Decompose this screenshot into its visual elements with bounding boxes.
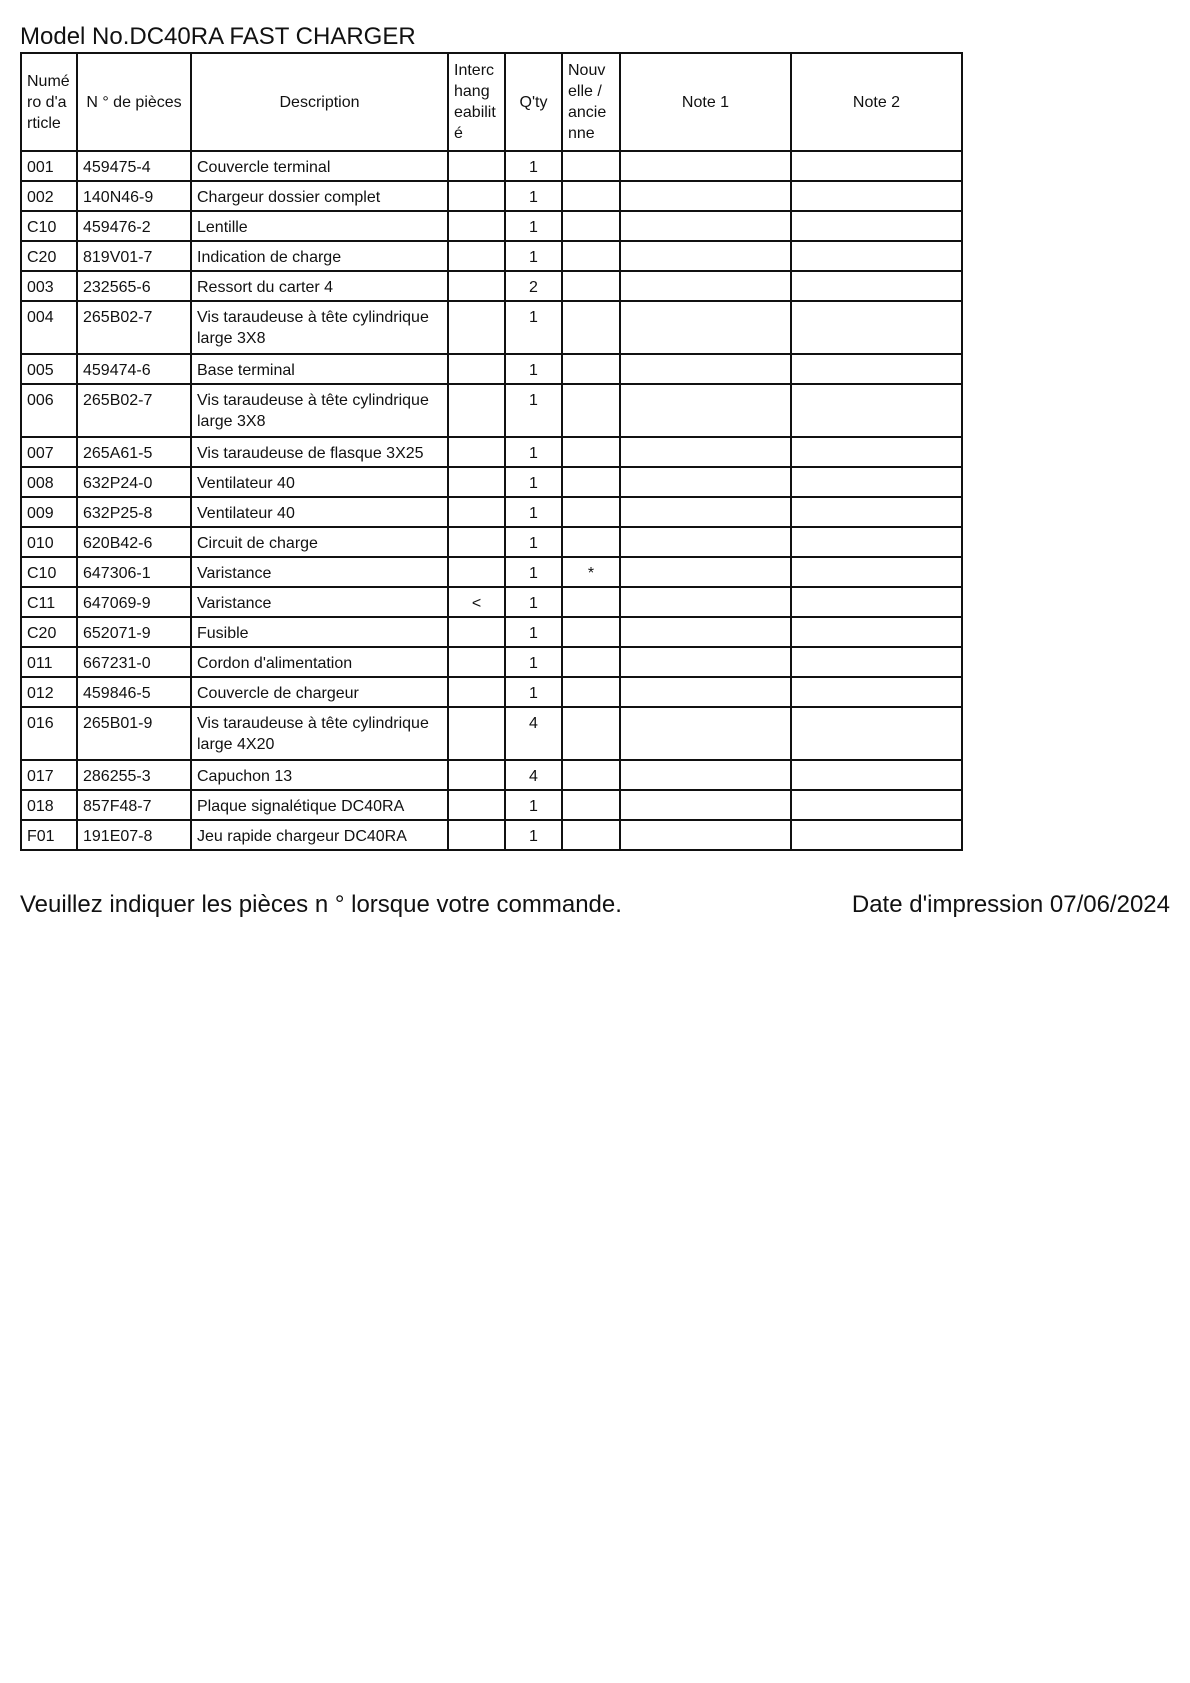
cell-qty: 1 (505, 617, 562, 647)
cell-new-old (562, 647, 620, 677)
cell-desc: Vis taraudeuse de flasque 3X25 (191, 437, 448, 467)
cell-desc: Base terminal (191, 354, 448, 384)
cell-new-old (562, 820, 620, 850)
cell-note1 (620, 677, 791, 707)
cell-item: 018 (21, 790, 77, 820)
header-note1: Note 1 (620, 53, 791, 151)
cell-item: 005 (21, 354, 77, 384)
cell-desc: Indication de charge (191, 241, 448, 271)
cell-item: 006 (21, 384, 77, 437)
header-description: Description (191, 53, 448, 151)
cell-desc: Vis taraudeuse à tête cylindrique large 3X8 (191, 384, 448, 437)
page-title: Model No.DC40RA FAST CHARGER (20, 23, 416, 50)
cell-inter (448, 557, 505, 587)
cell-part: 286255-3 (77, 760, 191, 790)
cell-desc: Fusible (191, 617, 448, 647)
cell-qty: 2 (505, 271, 562, 301)
cell-note2 (791, 301, 962, 354)
cell-part: 265A61-5 (77, 437, 191, 467)
cell-inter (448, 497, 505, 527)
cell-part: 632P24-0 (77, 467, 191, 497)
cell-note2 (791, 527, 962, 557)
cell-inter (448, 384, 505, 437)
cell-inter (448, 647, 505, 677)
cell-new-old (562, 760, 620, 790)
cell-qty: 1 (505, 790, 562, 820)
header-qty: Q'ty (505, 53, 562, 151)
cell-qty: 1 (505, 527, 562, 557)
cell-note2 (791, 790, 962, 820)
cell-qty: 1 (505, 151, 562, 181)
table-row (21, 647, 962, 677)
cell-desc: Varistance (191, 587, 448, 617)
cell-item: 016 (21, 707, 77, 760)
cell-note2 (791, 151, 962, 181)
cell-qty: 1 (505, 181, 562, 211)
table-row (21, 241, 962, 271)
cell-desc: Chargeur dossier complet (191, 181, 448, 211)
cell-inter (448, 467, 505, 497)
cell-item: 012 (21, 677, 77, 707)
cell-qty: 1 (505, 241, 562, 271)
cell-new-old (562, 271, 620, 301)
cell-new-old (562, 527, 620, 557)
table-row (21, 790, 962, 820)
cell-note1 (620, 354, 791, 384)
table-row (21, 354, 962, 384)
header-note2: Note 2 (791, 53, 962, 151)
cell-note2 (791, 241, 962, 271)
header-interchangeability: Interc hang eabilit é (448, 53, 505, 151)
cell-qty: 1 (505, 557, 562, 587)
cell-item: 008 (21, 467, 77, 497)
cell-qty: 1 (505, 820, 562, 850)
cell-note2 (791, 760, 962, 790)
cell-part: 459846-5 (77, 677, 191, 707)
cell-new-old: * (562, 557, 620, 587)
cell-note1 (620, 151, 791, 181)
parts-table-body (21, 151, 962, 850)
cell-new-old (562, 587, 620, 617)
cell-note2 (791, 820, 962, 850)
cell-inter (448, 707, 505, 760)
cell-part: 857F48-7 (77, 790, 191, 820)
cell-new-old (562, 617, 620, 647)
cell-item: 017 (21, 760, 77, 790)
cell-part: 667231-0 (77, 647, 191, 677)
cell-note1 (620, 271, 791, 301)
cell-part: 459475-4 (77, 151, 191, 181)
cell-new-old (562, 241, 620, 271)
cell-inter (448, 271, 505, 301)
cell-qty: 1 (505, 467, 562, 497)
cell-item: 009 (21, 497, 77, 527)
cell-note2 (791, 707, 962, 760)
cell-qty: 1 (505, 497, 562, 527)
cell-desc: Plaque signalétique DC40RA (191, 790, 448, 820)
cell-part: 459474-6 (77, 354, 191, 384)
cell-inter (448, 181, 505, 211)
cell-desc: Varistance (191, 557, 448, 587)
cell-new-old (562, 211, 620, 241)
cell-desc: Couvercle terminal (191, 151, 448, 181)
cell-note1 (620, 437, 791, 467)
cell-inter (448, 211, 505, 241)
cell-desc: Ventilateur 40 (191, 497, 448, 527)
cell-qty: 1 (505, 384, 562, 437)
cell-qty: 1 (505, 301, 562, 354)
cell-note1 (620, 647, 791, 677)
cell-desc: Capuchon 13 (191, 760, 448, 790)
cell-note2 (791, 437, 962, 467)
cell-part: 265B01-9 (77, 707, 191, 760)
cell-qty: 1 (505, 647, 562, 677)
cell-part: 191E07-8 (77, 820, 191, 850)
cell-note2 (791, 211, 962, 241)
cell-inter (448, 241, 505, 271)
table-row (21, 760, 962, 790)
cell-item: 011 (21, 647, 77, 677)
cell-new-old (562, 384, 620, 437)
table-row (21, 437, 962, 467)
cell-note2 (791, 587, 962, 617)
cell-part: 647306-1 (77, 557, 191, 587)
table-row (21, 617, 962, 647)
cell-note2 (791, 354, 962, 384)
cell-new-old (562, 151, 620, 181)
cell-note2 (791, 557, 962, 587)
cell-note2 (791, 677, 962, 707)
cell-new-old (562, 790, 620, 820)
cell-qty: 1 (505, 211, 562, 241)
cell-note2 (791, 384, 962, 437)
cell-new-old (562, 181, 620, 211)
cell-note1 (620, 211, 791, 241)
cell-note1 (620, 707, 791, 760)
cell-note2 (791, 181, 962, 211)
cell-new-old (562, 707, 620, 760)
footer-print-date: Date d'impression 07/06/2024 (851, 891, 1170, 918)
table-row (21, 557, 962, 587)
cell-note1 (620, 760, 791, 790)
cell-qty: 1 (505, 587, 562, 617)
cell-inter (448, 790, 505, 820)
cell-note1 (620, 241, 791, 271)
table-row (21, 497, 962, 527)
cell-note2 (791, 467, 962, 497)
cell-desc: Jeu rapide chargeur DC40RA (191, 820, 448, 850)
cell-item: F01 (21, 820, 77, 850)
table-row (21, 707, 962, 760)
header-part-no: N ° de pièces (77, 53, 191, 151)
cell-new-old (562, 467, 620, 497)
cell-qty: 4 (505, 707, 562, 760)
cell-part: 265B02-7 (77, 384, 191, 437)
cell-item: 007 (21, 437, 77, 467)
cell-desc: Lentille (191, 211, 448, 241)
cell-desc: Circuit de charge (191, 527, 448, 557)
cell-note1 (620, 820, 791, 850)
cell-item: 003 (21, 271, 77, 301)
table-row (21, 820, 962, 850)
cell-part: 632P25-8 (77, 497, 191, 527)
cell-note1 (620, 497, 791, 527)
cell-item: C10 (21, 211, 77, 241)
cell-note1 (620, 557, 791, 587)
table-row (21, 677, 962, 707)
cell-item: C11 (21, 587, 77, 617)
cell-note2 (791, 271, 962, 301)
header-item-no: Numé ro d'a rticle (21, 53, 77, 151)
cell-desc: Vis taraudeuse à tête cylindrique large 4X20 (191, 707, 448, 760)
cell-inter (448, 301, 505, 354)
cell-part: 647069-9 (77, 587, 191, 617)
cell-inter (448, 677, 505, 707)
cell-new-old (562, 437, 620, 467)
cell-note1 (620, 181, 791, 211)
cell-note2 (791, 617, 962, 647)
table-row (21, 587, 962, 617)
cell-inter (448, 617, 505, 647)
cell-new-old (562, 301, 620, 354)
cell-item: C10 (21, 557, 77, 587)
cell-item: C20 (21, 241, 77, 271)
table-row (21, 467, 962, 497)
cell-note1 (620, 467, 791, 497)
table-row (21, 384, 962, 437)
cell-inter: < (448, 587, 505, 617)
cell-item: 001 (21, 151, 77, 181)
table-row (21, 211, 962, 241)
cell-note1 (620, 384, 791, 437)
cell-part: 265B02-7 (77, 301, 191, 354)
cell-part: 459476-2 (77, 211, 191, 241)
cell-qty: 1 (505, 677, 562, 707)
cell-note1 (620, 587, 791, 617)
cell-qty: 4 (505, 760, 562, 790)
table-row (21, 271, 962, 301)
cell-inter (448, 760, 505, 790)
cell-note1 (620, 301, 791, 354)
cell-note1 (620, 790, 791, 820)
cell-inter (448, 437, 505, 467)
cell-note1 (620, 617, 791, 647)
cell-desc: Cordon d'alimentation (191, 647, 448, 677)
table-row (21, 527, 962, 557)
cell-desc: Ressort du carter 4 (191, 271, 448, 301)
cell-part: 140N46-9 (77, 181, 191, 211)
cell-item: C20 (21, 617, 77, 647)
cell-item: 004 (21, 301, 77, 354)
table-row (21, 181, 962, 211)
cell-part: 819V01-7 (77, 241, 191, 271)
cell-part: 232565-6 (77, 271, 191, 301)
cell-new-old (562, 354, 620, 384)
cell-new-old (562, 677, 620, 707)
cell-desc: Vis taraudeuse à tête cylindrique large 3X8 (191, 301, 448, 354)
cell-desc: Ventilateur 40 (191, 467, 448, 497)
cell-qty: 1 (505, 437, 562, 467)
cell-part: 652071-9 (77, 617, 191, 647)
cell-desc: Couvercle de chargeur (191, 677, 448, 707)
cell-inter (448, 820, 505, 850)
cell-part: 620B42-6 (77, 527, 191, 557)
table-row (21, 151, 962, 181)
footer-order-note: Veuillez indiquer les pièces n ° lorsque votre commande. (20, 891, 622, 918)
cell-inter (448, 151, 505, 181)
cell-note2 (791, 497, 962, 527)
table-header-row (21, 53, 962, 151)
cell-item: 002 (21, 181, 77, 211)
parts-table (20, 52, 963, 851)
cell-new-old (562, 497, 620, 527)
cell-note1 (620, 527, 791, 557)
cell-note2 (791, 647, 962, 677)
cell-inter (448, 527, 505, 557)
cell-item: 010 (21, 527, 77, 557)
header-new-old: Nouv elle / ancie nne (562, 53, 620, 151)
cell-qty: 1 (505, 354, 562, 384)
cell-inter (448, 354, 505, 384)
table-row (21, 301, 962, 354)
